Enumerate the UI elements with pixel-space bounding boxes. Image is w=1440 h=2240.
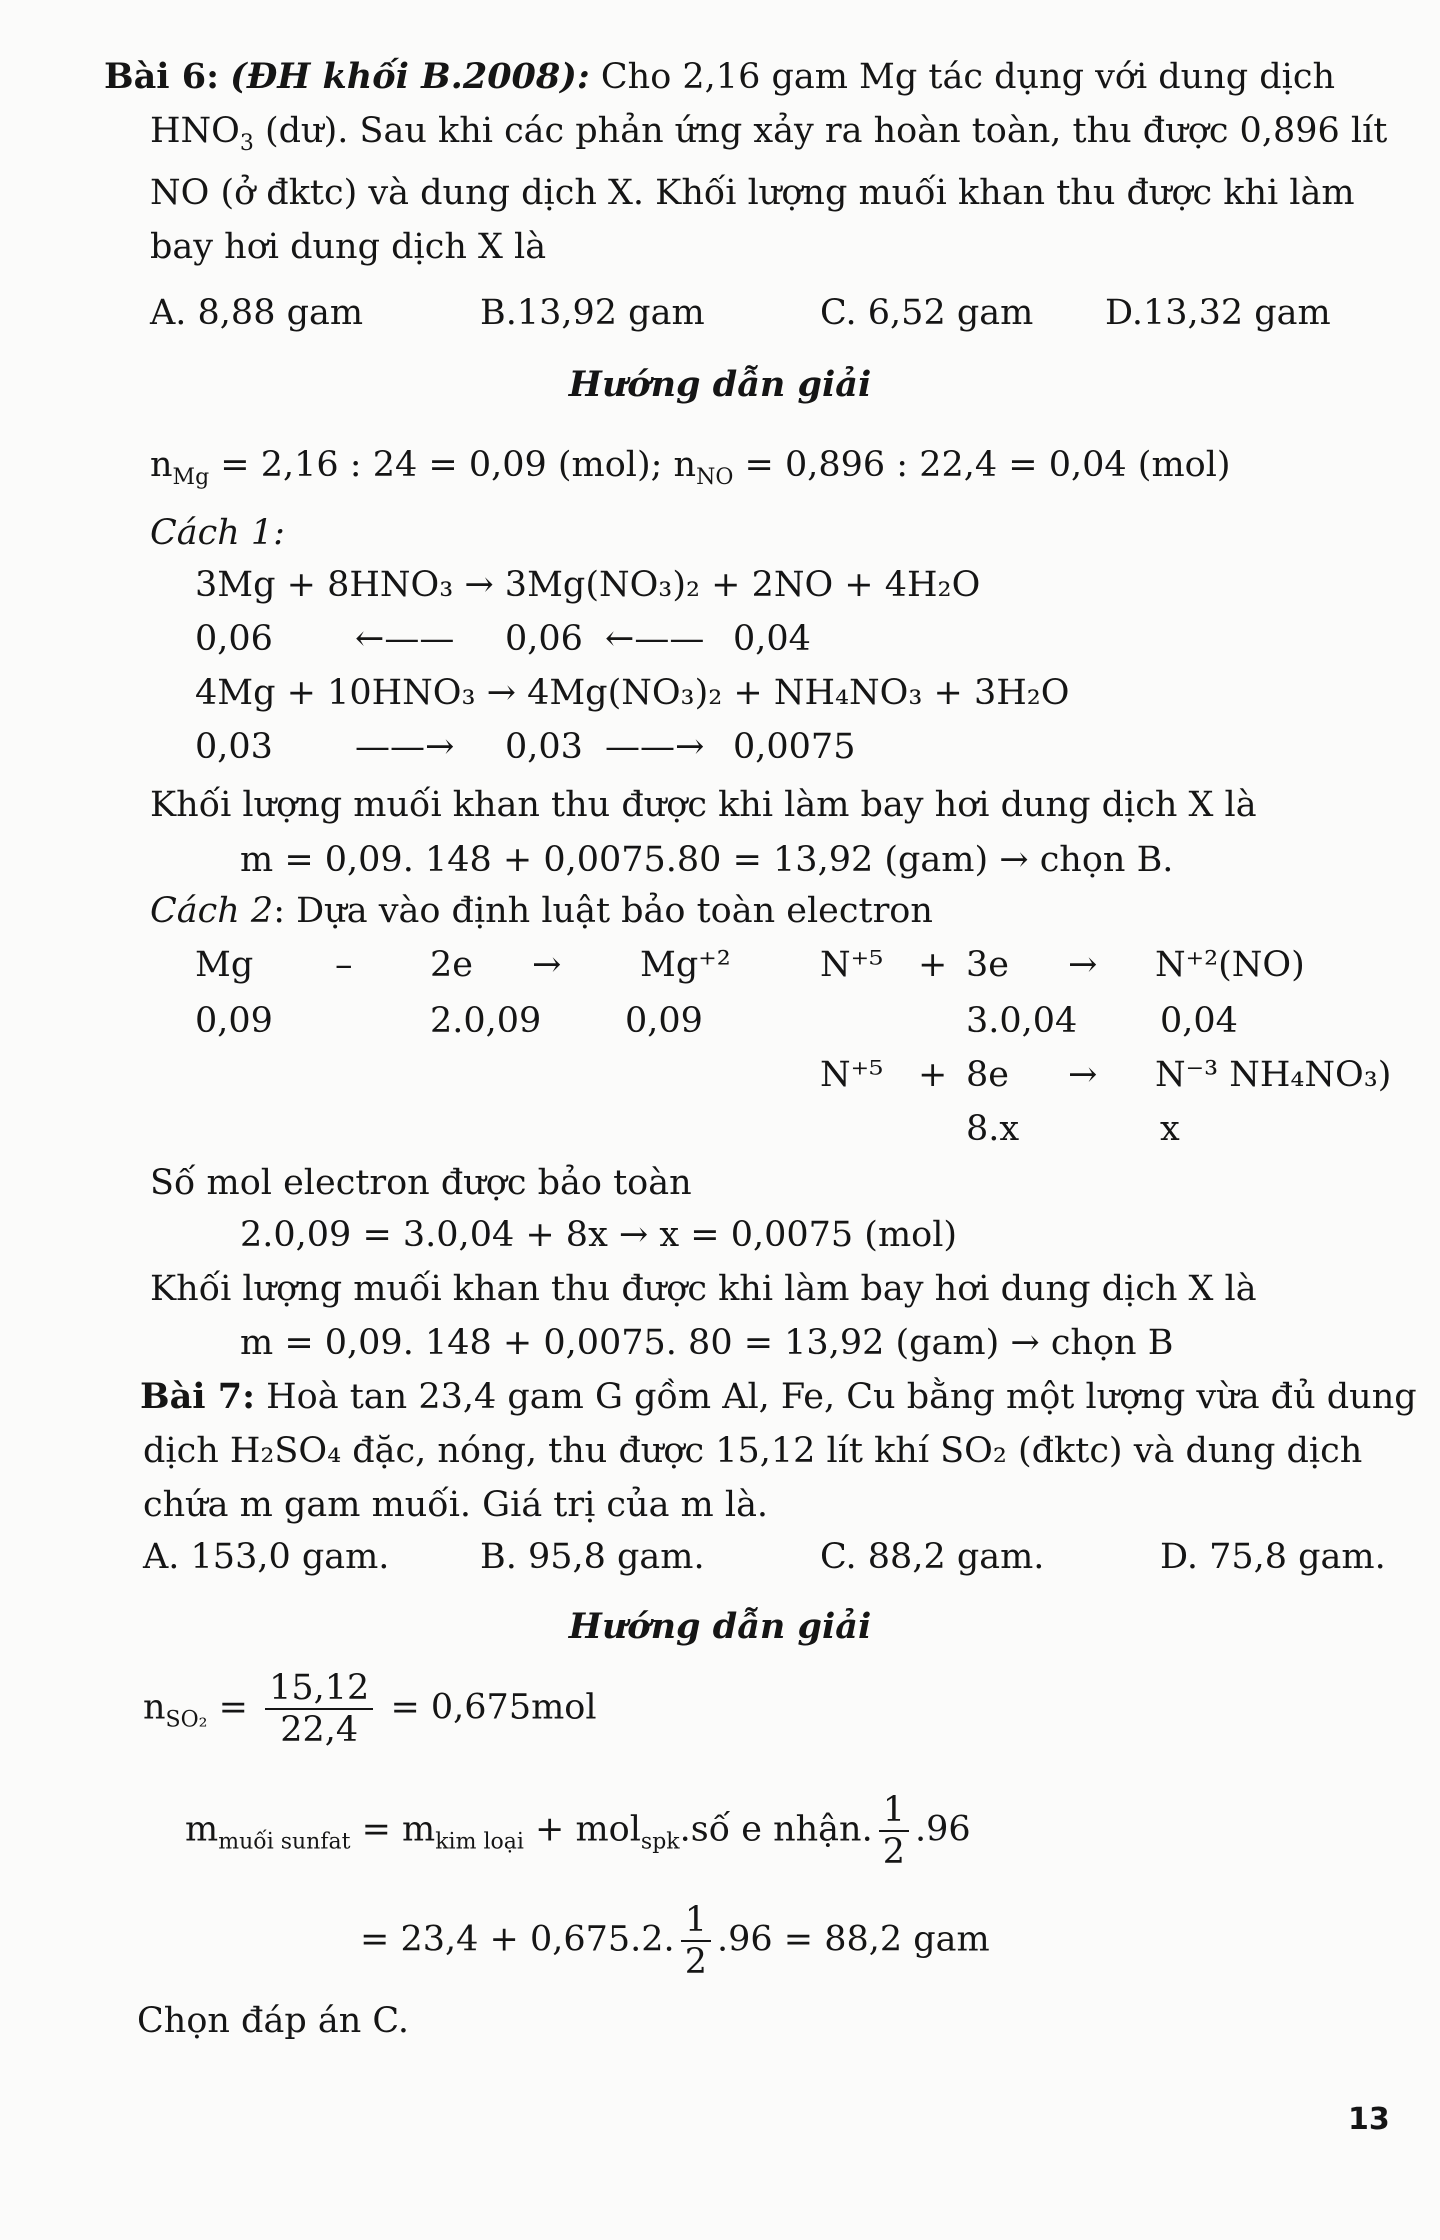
e-n5-b: N⁺⁵ [820,1055,884,1095]
sol6-conserve-eq: 2.0,09 = 3.0,04 + 8x → x = 0,0075 (mol) [240,1215,958,1255]
sol6-eq2-n3: 0,0075 [733,727,856,767]
e-2x009: 2.0,09 [430,1001,542,1041]
e-arrow3: → [1068,1055,1098,1095]
e-plus2: + [918,1055,948,1095]
q6-option-d: D.13,32 gam [1105,293,1331,333]
sol6-eq1-n1: 0,06 [195,619,273,659]
q6-line4: bay hơi dung dịch X là [150,227,547,267]
q7-label: Bài 7: [140,1376,256,1417]
q6-line2: $HNO_3$ (dư). Sau khi các phản ứng xảy ra hoàn toàn, thu được 0,896 lít [150,111,1388,156]
e-009-b: 0,09 [625,1001,703,1041]
q7-line3: chứa m gam muối. Giá trị của m là. [143,1485,769,1525]
e-mg: Mg [195,945,254,985]
e-009-a: 0,09 [195,1001,273,1041]
half-fraction-1: $\frac{1}{2}$ [879,1790,909,1872]
q6-text2: (dư). Sau khi các phản ứng xảy ra hoàn toàn, thu được 0,896 lít [264,111,1388,151]
e-minus: – [335,945,353,985]
e-2e: 2e [430,945,473,985]
sol7-mass-formula: $m_{muối sunfat} = m_{kim loại}$ + mol$_{spk}$.số e nhận. $\frac{1}{2}$ .96 [185,1790,971,1872]
sol6-eq1-arrow1: ←—— [355,619,455,659]
sol7-fraction: $\frac{15,12}{22,4}$ [265,1668,373,1750]
sol6-conserve-label: Số mol electron được bảo toàn [150,1163,692,1203]
e-arrow1: → [532,945,562,985]
sol6-eq1-n2: 0,06 [505,619,583,659]
sol6-mass-line2: Khối lượng muối khan thu được khi làm bay hơi dung dịch X là [150,1269,1257,1309]
e-004: 0,04 [1160,1001,1238,1041]
sol7-nso2: $n_{SO_2}$ = $\frac{15,12}{22,4}$ = 0,675mol [143,1668,597,1750]
q6-source: (ĐH khối B.2008): [230,56,590,97]
sol7-choose: Chọn đáp án C. [137,2001,410,2041]
q6-option-a: A. 8,88 gam [150,293,364,333]
sol6-method2: Cách 2: Dựa vào định luật bảo toàn electron [150,891,933,931]
sol7-line2: = 23,4 + 0,675.2. $\frac{1}{2}$ .96 = 88,2 gam [360,1900,990,1982]
q7-option-b: B. 95,8 gam. [480,1537,705,1577]
q6-text1: Cho 2,16 gam Mg tác dụng với dung dịch [600,57,1336,97]
e-8e: 8e [966,1055,1009,1095]
guide-heading-2: Hướng dẫn giải [568,1606,872,1647]
sol6-eq2-n1: 0,03 [195,727,273,767]
q6-option-b: B.13,92 gam [480,293,705,333]
q7-option-c: C. 88,2 gam. [820,1537,1045,1577]
e-n-3: N⁻³ NH₄NO₃) [1155,1055,1392,1095]
sol6-eq1: 3Mg + 8HNO₃ → 3Mg(NO₃)₂ + 2NO + 4H₂O [195,565,981,605]
sol6-eq2: 4Mg + 10HNO₃ → 4Mg(NO₃)₂ + NH₄NO₃ + 3H₂O [195,673,1070,713]
q6-label: Bài 6: [104,56,220,97]
sol6-eq2-arrow2: ——→ [605,727,705,767]
e-n5: N⁺⁵ [820,945,884,985]
sol6-eq2-n2: 0,03 [505,727,583,767]
e-plus1: + [918,945,948,985]
guide-heading-1: Hướng dẫn giải [568,364,872,405]
q7-line1: Bài 7: Hoà tan 23,4 gam G gồm Al, Fe, Cu bằng một lượng vừa đủ dung [140,1376,1417,1417]
e-mg2: Mg⁺² [640,945,731,985]
q7-line2: dịch H₂SO₄ đặc, nóng, thu được 15,12 lít khí SO₂ (đktc) và dung dịch [143,1431,1363,1471]
e-8x: 8.x [966,1109,1020,1149]
q6-line3: NO (ở đktc) và dung dịch X. Khối lượng muối khan thu được khi làm [150,173,1355,213]
e-n2-no: N⁺²(NO) [1155,945,1305,985]
q7-option-a: A. 153,0 gam. [143,1537,390,1577]
e-3e: 3e [966,945,1009,985]
e-3x004: 3.0,04 [966,1001,1078,1041]
sol6-method1: Cách 1: [150,513,285,553]
sol6-eq1-n3: 0,04 [733,619,811,659]
sol6-moles: $n_{Mg} = 2,16$ : 24 = 0,09 (mol); $n_{NO} = 0,896$ : 22,4 = 0,04 (mol) [150,445,1231,490]
q6-option-c: C. 6,52 gam [820,293,1034,333]
page-number: 13 [1348,2102,1390,2137]
sol6-eq1-arrow2: ←—— [605,619,705,659]
q6-line1 [104,52,1335,102]
q7-option-d: D. 75,8 gam. [1160,1537,1386,1577]
sol6-mass-line: Khối lượng muối khan thu được khi làm bay hơi dung dịch X là [150,785,1257,825]
e-arrow2: → [1068,945,1098,985]
e-x: x [1160,1109,1180,1149]
sol6-calc2: m = 0,09. 148 + 0,0075. 80 = 13,92 (gam) → chọn B [240,1323,1174,1363]
sol6-calc1: m = 0,09. 148 + 0,0075.80 = 13,92 (gam) → chọn B. [240,840,1174,880]
sol6-eq2-arrow1: ——→ [355,727,455,767]
half-fraction-2: $\frac{1}{2}$ [681,1900,711,1982]
